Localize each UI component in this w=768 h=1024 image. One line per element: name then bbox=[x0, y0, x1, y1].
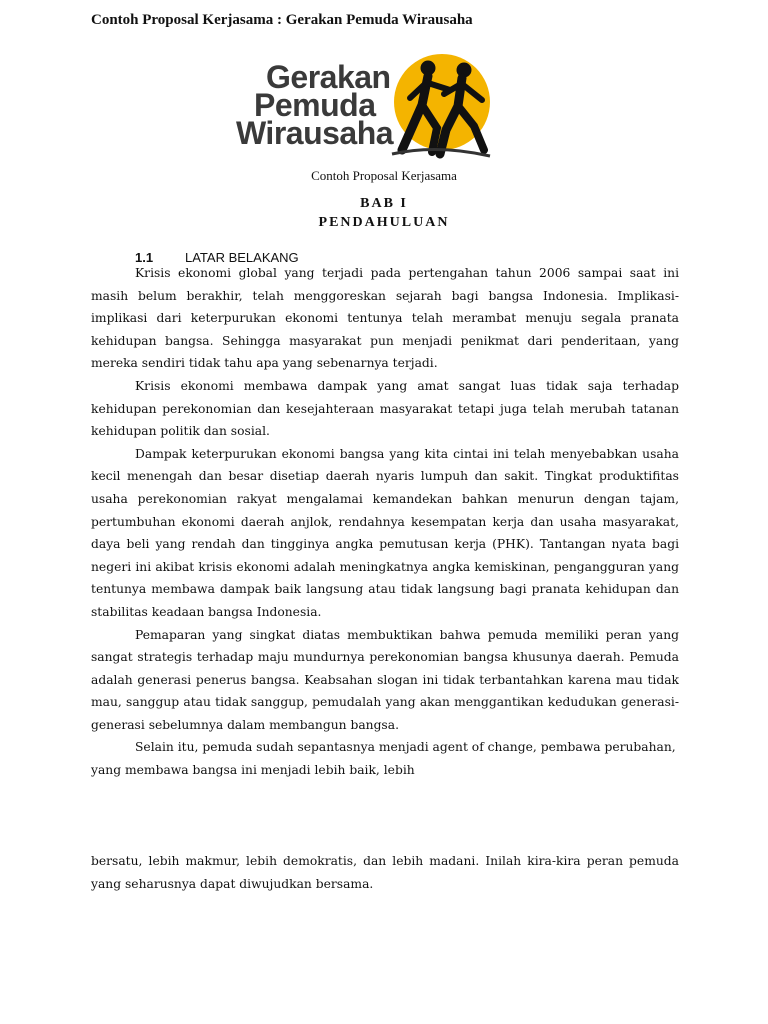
section-title: LATAR BELAKANG bbox=[185, 250, 299, 265]
paragraph: Dampak keterpurukan ekonomi bangsa yang kita cintai ini telah menyebabkan usaha kecil menengah dan besar disetiap daerah nyaris lumpuh dan sakit. Tingkat produktifitas usaha perekonomian rakyat mengalamai kemandekan bahkan menurun dengan tajam, pertumbuhan ekonomi daerah anjlok, rendahnya kesempatan kerja dan usaha masyarakat, daya beli yang rendah dan tingginya angka pemutusan kerja (PHK). Tantangan nyata bagi negeri ini akibat krisis ekonomi adalah meningkatnya angka kemiskinan, pengangguran yang tentunya membawa dampak baik langsung atau tidak langsung bagi pranata kehidupan dan stabilitas keadaan bangsa Indonesia. bbox=[91, 446, 679, 619]
paragraph-continuation: bersatu, lebih makmur, lebih demokratis, dan lebih madani. Inilah kira-kira peran pemuda yang seharusnya dapat diwujudkan bersama. bbox=[91, 854, 679, 891]
chapter-number: BAB I bbox=[360, 196, 408, 211]
continuation-text bbox=[91, 850, 679, 895]
logo-text-line1: Gerakan bbox=[266, 59, 391, 95]
logo-text-line2: Pemuda bbox=[254, 87, 376, 123]
logo-caption: Contoh Proposal Kerjasama bbox=[311, 168, 457, 183]
body-text bbox=[91, 262, 679, 782]
paragraph: Pemaparan yang singkat diatas membuktikan bahwa pemuda memiliki peran yang sangat strategis terhadap maju mundurnya perekonomian bangsa khusunya daerah. Pemuda adalah generasi penerus bangsa. Keabsahan slogan ini tidak terbantahkan karena mau tidak mau, sanggup atau tidak sanggup, pemudalah yang akan menggantikan kedudukan generasi-generasi sebelumnya dalam membangun bangsa. bbox=[91, 627, 679, 732]
gerakan-pemuda-wirausaha-logo bbox=[232, 50, 532, 170]
paragraph: Krisis ekonomi global yang terjadi pada pertengahan tahun 2006 sampai saat ini masih belum berakhir, telah menggoreskan sejarah bagi bangsa Indonesia. Implikasi-implikasi dari keterpurukan ekonomi tentunya telah merambat menuju segala pranata kehidupan bangsa. Sehingga masyarakat pun menjadi penikmat dari penderitaan, yang mereka sendiri tidak tahu apa yang sebenarnya terjadi. bbox=[91, 266, 679, 371]
logo-text-line3: Wirausaha bbox=[236, 115, 394, 151]
chapter-title: PENDAHULUAN bbox=[318, 215, 450, 230]
paragraph: Krisis ekonomi membawa dampak yang amat sangat luas tidak saja terhadap kehidupan perekonomian dan kesejahteraan masyarakat tetapi juga telah merubah tatanan kehidupan politik dan sosial. bbox=[91, 378, 679, 439]
chapter-heading bbox=[0, 194, 768, 232]
section-number: 1.1 bbox=[135, 250, 154, 265]
paragraph: Selain itu, pemuda sudah sepantasnya menjadi agent of change, pembawa perubahan, yang membawa bangsa ini menjadi lebih baik, lebih bbox=[91, 740, 676, 778]
document-header-title: Contoh Proposal Kerjasama : Gerakan Pemuda Wirausaha bbox=[91, 12, 473, 28]
